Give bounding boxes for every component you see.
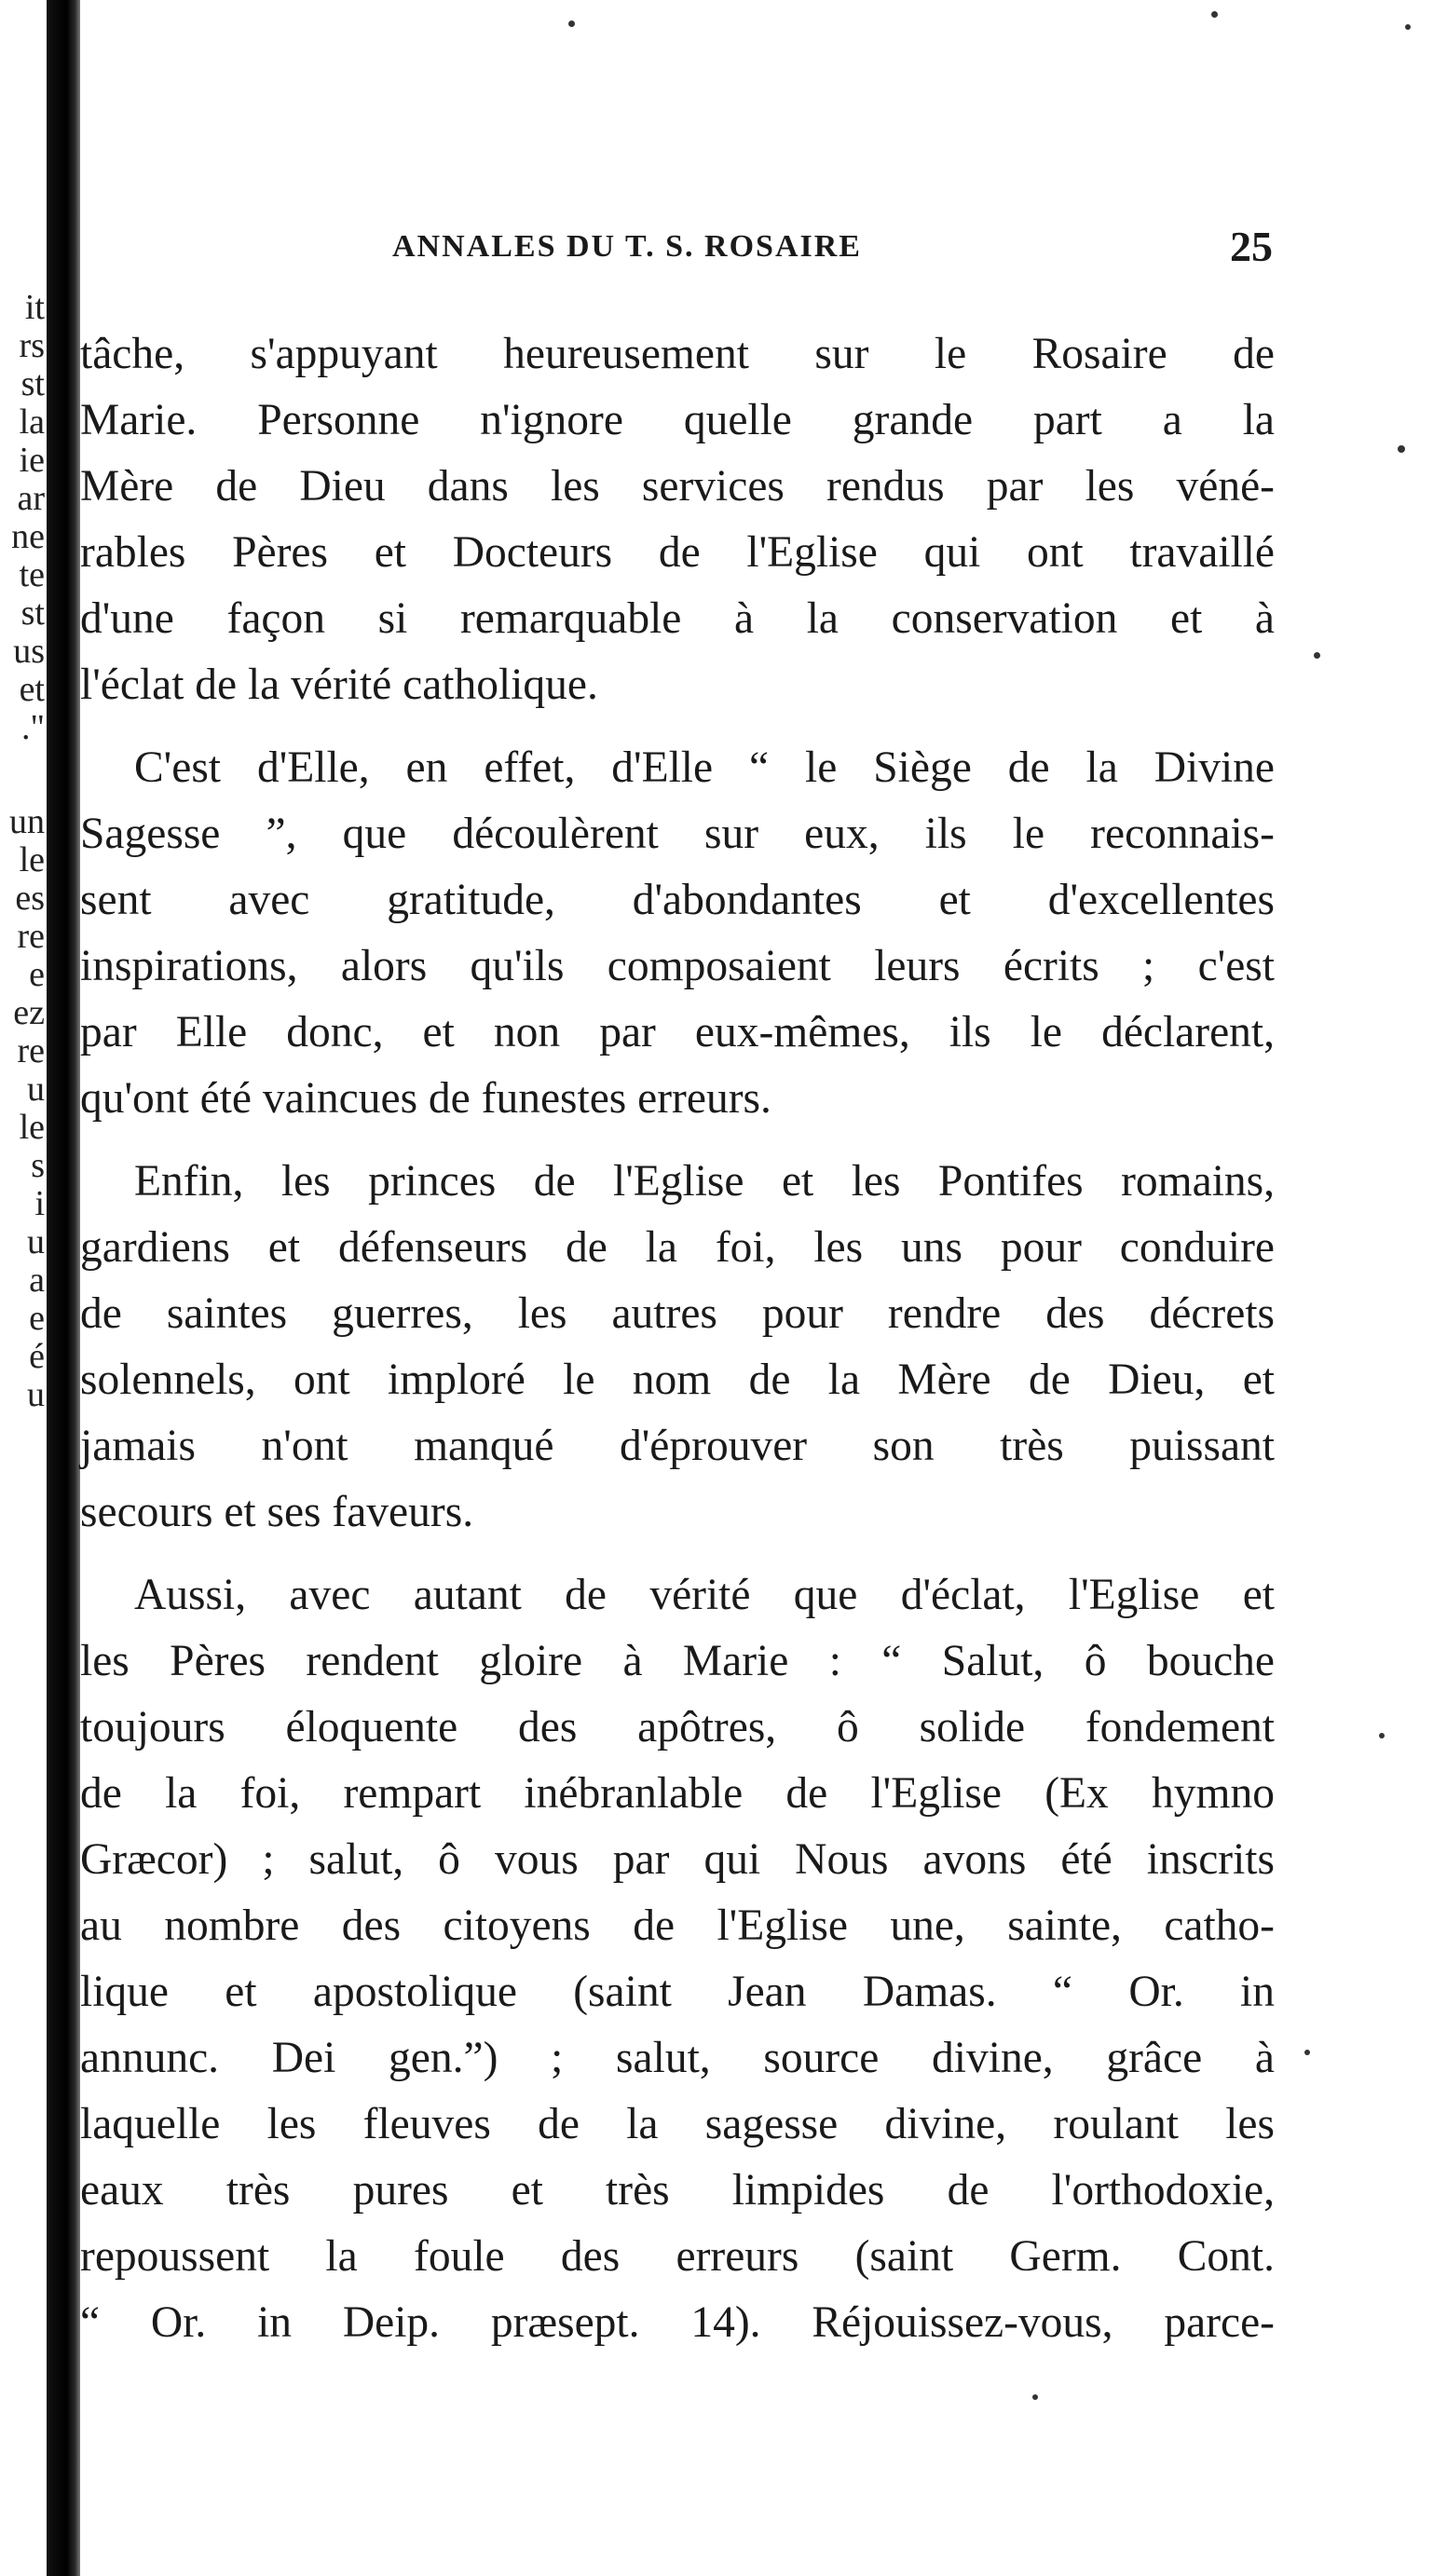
- paragraph: [80, 1562, 1275, 2356]
- text-line: gardiens et défenseurs de la foi, les uns pour conduire: [80, 1223, 1275, 1272]
- scan-speck: [1211, 11, 1218, 18]
- text-line: toujours éloquente des apôtres, ô solide fondement: [80, 1703, 1275, 1751]
- previous-page-fragment: a: [29, 1261, 45, 1300]
- text-line: laquelle les fleuves de la sagesse divine, roulant les: [80, 2100, 1275, 2148]
- previous-page-edge-fragments: [0, 289, 45, 1414]
- text-line: Græcor) ; salut, ô vous par qui Nous avons été inscrits: [80, 1835, 1275, 1884]
- text-line: repoussent la foule des erreurs (saint Germ. Cont.: [80, 2232, 1275, 2281]
- previous-page-fragment: it: [24, 289, 45, 327]
- text-line: Mère de Dieu dans les services rendus par les véné-: [80, 462, 1275, 511]
- text-line: Aussi, avec autant de vérité que d'éclat, l'Eglise et: [134, 1571, 1275, 1619]
- previous-page-fragment: es: [15, 879, 45, 918]
- text-line: sent avec gratitude, d'abondantes et d'excellentes: [80, 876, 1275, 924]
- text-line: C'est d'Elle, en effet, d'Elle “ le Siège de la Divine: [134, 743, 1275, 792]
- text-line: eaux très pures et très limpides de l'orthodoxie,: [80, 2166, 1275, 2215]
- text-line: l'éclat de la vérité catholique.: [80, 661, 598, 709]
- text-line: solennels, ont imploré le nom de la Mère de Dieu, et: [80, 1356, 1275, 1404]
- text-line: inspirations, alors qu'ils composaient leurs écrits ; c'est: [80, 942, 1275, 990]
- previous-page-fragment: re: [17, 917, 45, 956]
- previous-page-fragment: e: [29, 955, 45, 994]
- previous-page-fragment: le: [19, 1108, 45, 1147]
- text-line: les Pères rendent gloire à Marie : “ Salut, ô bouche: [80, 1637, 1275, 1685]
- text-line: Enfin, les princes de l'Eglise et les Pontifes romains,: [134, 1157, 1275, 1206]
- previous-page-fragment: un: [9, 802, 45, 841]
- scan-speck: [1314, 652, 1320, 659]
- previous-page-fragment: te: [19, 555, 45, 594]
- previous-page-fragment: s: [31, 1146, 45, 1185]
- paragraph: [80, 1149, 1275, 1546]
- body-text: [80, 321, 1275, 2373]
- text-line: annunc. Dei gen.”) ; salut, source divine, grâce à: [80, 2034, 1275, 2082]
- previous-page-fragment: st: [20, 593, 45, 633]
- fragment-gap: [0, 747, 45, 803]
- previous-page-fragment: ar: [17, 479, 45, 518]
- previous-page-fragment: ne: [11, 517, 45, 556]
- text-line: lique et apostolique (saint Jean Damas. “ Or. in: [80, 1968, 1275, 2016]
- text-line: de la foi, rempart inébranlable de l'Eglise (Ex hymno: [80, 1769, 1275, 1818]
- text-line: secours et ses faveurs.: [80, 1488, 474, 1536]
- previous-page-fragment: e: [29, 1299, 45, 1338]
- scan-speck: [1304, 2050, 1310, 2055]
- previous-page-fragment: u: [27, 1070, 45, 1109]
- previous-page-fragment: us: [13, 632, 45, 671]
- paragraph: [80, 735, 1275, 1132]
- previous-page-fragment: i: [34, 1184, 45, 1223]
- page-header: [80, 222, 1273, 278]
- text-line: de saintes guerres, les autres pour rendre des décrets: [80, 1289, 1275, 1338]
- previous-page-fragment: é: [29, 1337, 45, 1376]
- previous-page-fragment: re: [17, 1031, 45, 1070]
- scan-speck: [1032, 2394, 1038, 2400]
- text-line: qu'ont été vaincues de funestes erreurs.: [80, 1074, 771, 1123]
- paragraph: [80, 321, 1275, 718]
- scan-speck: [1405, 24, 1411, 30]
- previous-page-fragment: le: [19, 840, 45, 879]
- previous-page-fragment: st: [20, 364, 45, 403]
- scan-speck: [1379, 1733, 1385, 1738]
- text-line: jamais n'ont manqué d'éprouver son très puissant: [80, 1422, 1275, 1470]
- text-line: Marie. Personne n'ignore quelle grande part a la: [80, 396, 1275, 444]
- text-line: “ Or. in Deip. præsept. 14). Réjouissez-vous, parce-: [80, 2298, 1275, 2347]
- previous-page-fragment: la: [19, 402, 45, 442]
- previous-page-fragment: u: [27, 1222, 45, 1261]
- scan-speck: [568, 20, 575, 27]
- book-binding-shadow: [47, 0, 80, 2576]
- previous-page-fragment: ez: [13, 993, 45, 1032]
- page-number: 25: [1230, 223, 1273, 270]
- text-line: au nombre des citoyens de l'Eglise une, sainte, catho-: [80, 1901, 1275, 1950]
- previous-page-fragment: ie: [19, 441, 45, 480]
- text-line: Sagesse ”, que découlèrent sur eux, ils le reconnais-: [80, 810, 1275, 858]
- previous-page-fragment: rs: [19, 326, 45, 365]
- text-line: par Elle donc, et non par eux-mêmes, ils le déclarent,: [80, 1008, 1275, 1056]
- previous-page-fragment: .": [20, 708, 45, 747]
- running-head: ANNALES DU T. S. ROSAIRE: [392, 229, 862, 264]
- text-line: rables Pères et Docteurs de l'Eglise qui ont travaillé: [80, 528, 1275, 577]
- scan-speck: [1398, 445, 1405, 453]
- text-line: tâche, s'appuyant heureusement sur le Rosaire de: [80, 330, 1275, 378]
- previous-page-fragment: et: [19, 670, 45, 709]
- previous-page-fragment: u: [27, 1375, 45, 1414]
- text-line: d'une façon si remarquable à la conservation et à: [80, 594, 1275, 643]
